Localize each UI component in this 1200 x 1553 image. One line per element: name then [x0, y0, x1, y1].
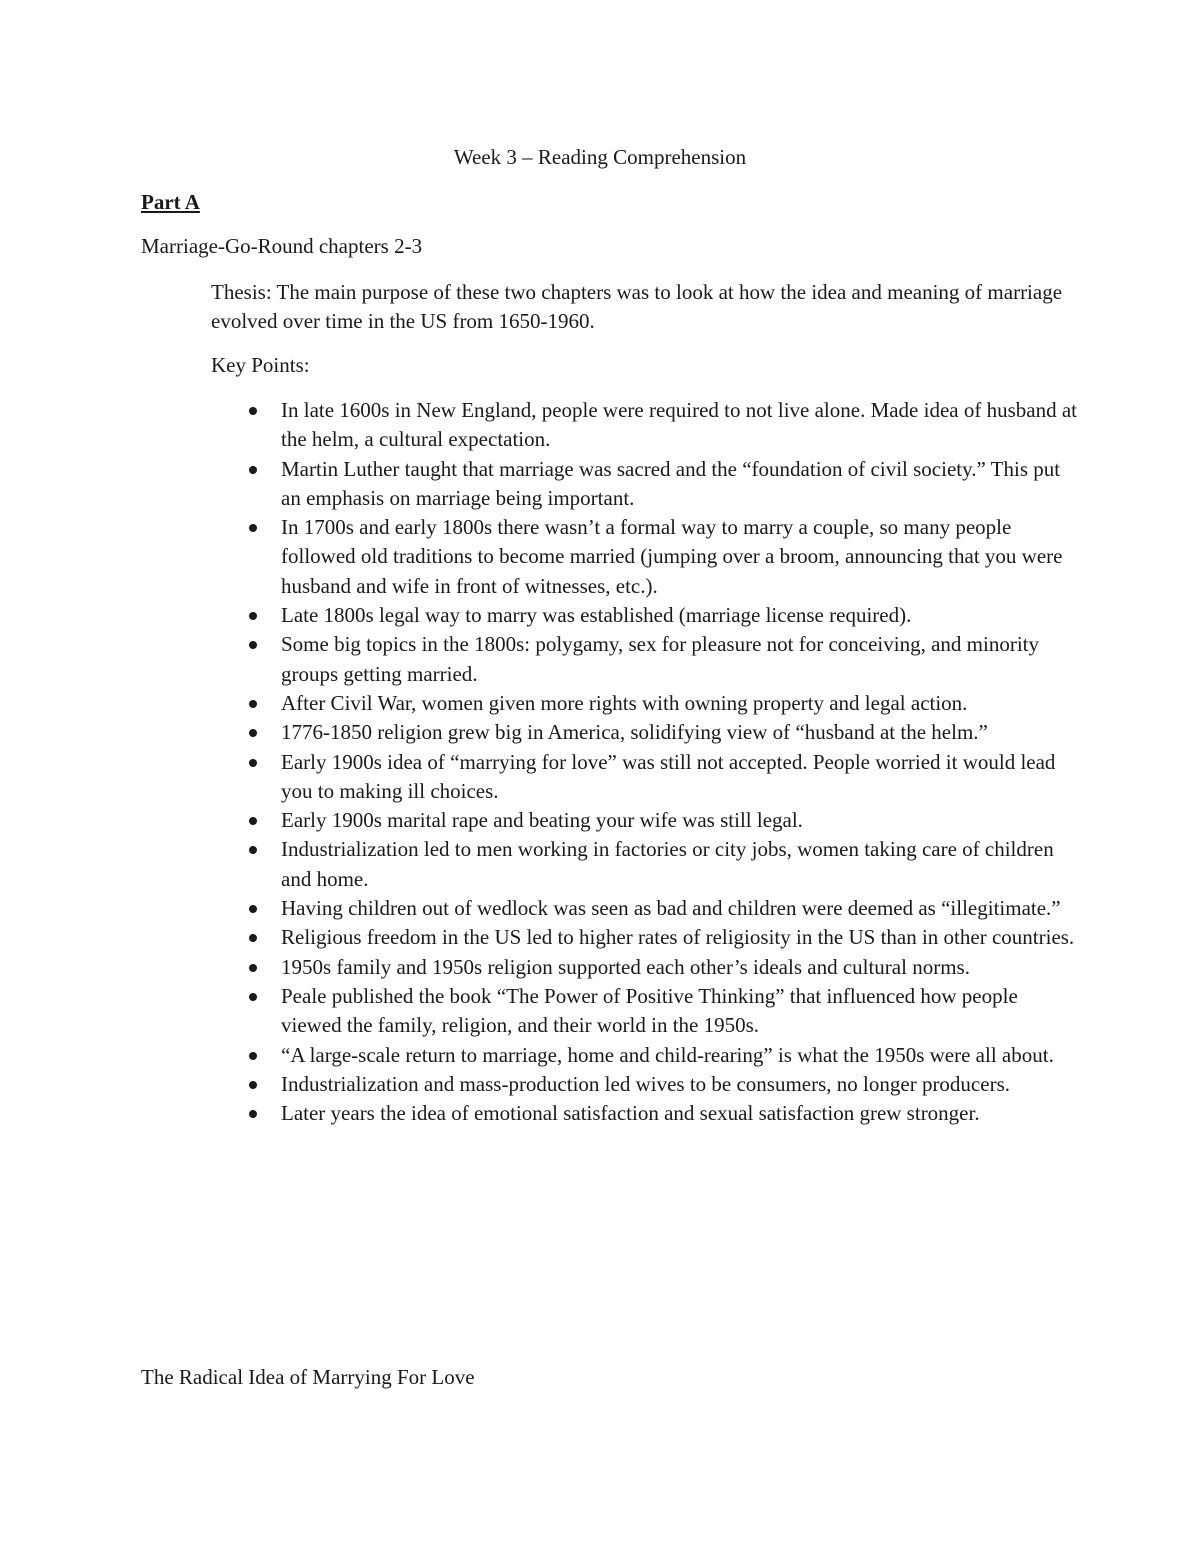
bullet-icon — [249, 817, 257, 825]
list-item — [211, 982, 1081, 1041]
list-item-text: Peale published the book “The Power of Positive Thinking” that influenced how people viewed the family, religion, and their world in the 1950s. — [281, 983, 1018, 1038]
list-item-text: Some big topics in the 1800s: polygamy, sex for pleasure not for conceiving, and minority groups getting married. — [281, 632, 1039, 686]
bullet-icon — [249, 1052, 257, 1060]
bullet-icon — [249, 993, 257, 1001]
bullet-icon — [249, 934, 257, 942]
list-item-text: Industrialization and mass-production led wives to be consumers, no longer producers. — [281, 1071, 1010, 1096]
list-item-text: 1776-1850 religion grew big in America, solidifying view of “husband at the helm.” — [281, 720, 988, 745]
list-item-text: After Civil War, women given more rights with owning property and legal action. — [281, 690, 968, 715]
bullet-icon — [249, 407, 257, 415]
bullet-icon — [249, 641, 257, 649]
bullet-icon — [249, 846, 257, 854]
bullet-icon — [249, 1081, 257, 1089]
document-title: Week 3 – Reading Comprehension — [453, 145, 747, 169]
section-title-radical-idea: The Radical Idea of Marrying For Love — [141, 1365, 475, 1389]
list-item — [211, 953, 1081, 982]
list-item — [211, 894, 1081, 923]
key-points-list — [211, 396, 1081, 1128]
list-item — [211, 835, 1081, 894]
bullet-icon — [249, 700, 257, 708]
list-item-text: Religious freedom in the US led to higher rates of religiosity in the US than in other countries. — [281, 925, 1075, 950]
list-item — [211, 601, 1081, 630]
bullet-icon — [249, 964, 257, 972]
part-heading: Part A — [141, 190, 200, 214]
list-item-text: Late 1800s legal way to marry was established (marriage license required). — [281, 603, 912, 628]
list-item — [211, 1070, 1081, 1099]
list-item — [211, 396, 1081, 455]
thesis-paragraph: Thesis: The main purpose of these two chapters was to look at how the idea and meaning of marriage evolved over time in the US from 1650-1960. — [211, 280, 1063, 334]
bullet-icon — [249, 524, 257, 532]
bullet-icon — [249, 466, 257, 474]
bullet-icon — [249, 905, 257, 913]
list-item-text: Having children out of wedlock was seen as bad and children were deemed as “illegitimate.” — [281, 896, 1061, 921]
list-item-text: In 1700s and early 1800s there wasn’t a formal way to marry a couple, so many people followed old traditions to become married (jumping over a broom, announcing that you were husband and wife in front of witnesses, etc.). — [281, 515, 1063, 598]
bullet-icon — [249, 1110, 257, 1118]
list-item — [211, 718, 1081, 747]
bullet-icon — [249, 759, 257, 767]
list-item — [211, 806, 1081, 835]
list-item-text: Early 1900s marital rape and beating your wife was still legal. — [281, 808, 803, 833]
list-item-text: “A large-scale return to marriage, home and child-rearing” is what the 1950s were all about. — [281, 1042, 1054, 1067]
list-item — [211, 1041, 1081, 1070]
list-item — [211, 630, 1081, 689]
list-item-text: 1950s family and 1950s religion supported each other’s ideals and cultural norms. — [281, 954, 970, 979]
bullet-icon — [249, 612, 257, 620]
list-item — [211, 923, 1081, 952]
list-item-text: Early 1900s idea of “marrying for love” was still not accepted. People worried it would lead you to making ill choices. — [281, 749, 1056, 803]
list-item — [211, 455, 1081, 514]
list-item-text: Martin Luther taught that marriage was sacred and the “foundation of civil society.” This put an emphasis on marriage being important. — [281, 456, 1061, 510]
section-title-marriage-go-round: Marriage-Go-Round chapters 2-3 — [141, 234, 423, 258]
list-item — [211, 748, 1081, 807]
key-points-label: Key Points: — [211, 353, 310, 377]
list-item — [211, 1099, 1081, 1128]
list-item-text: Industrialization led to men working in factories or city jobs, women taking care of children and home. — [281, 837, 1054, 891]
list-item-text: Later years the idea of emotional satisfaction and sexual satisfaction grew stronger. — [281, 1101, 980, 1126]
bullet-icon — [249, 729, 257, 737]
list-item-text: In late 1600s in New England, people were required to not live alone. Made idea of husband at the helm, a cultural expectation. — [281, 398, 1078, 452]
list-item — [211, 689, 1081, 718]
list-item — [211, 513, 1081, 601]
